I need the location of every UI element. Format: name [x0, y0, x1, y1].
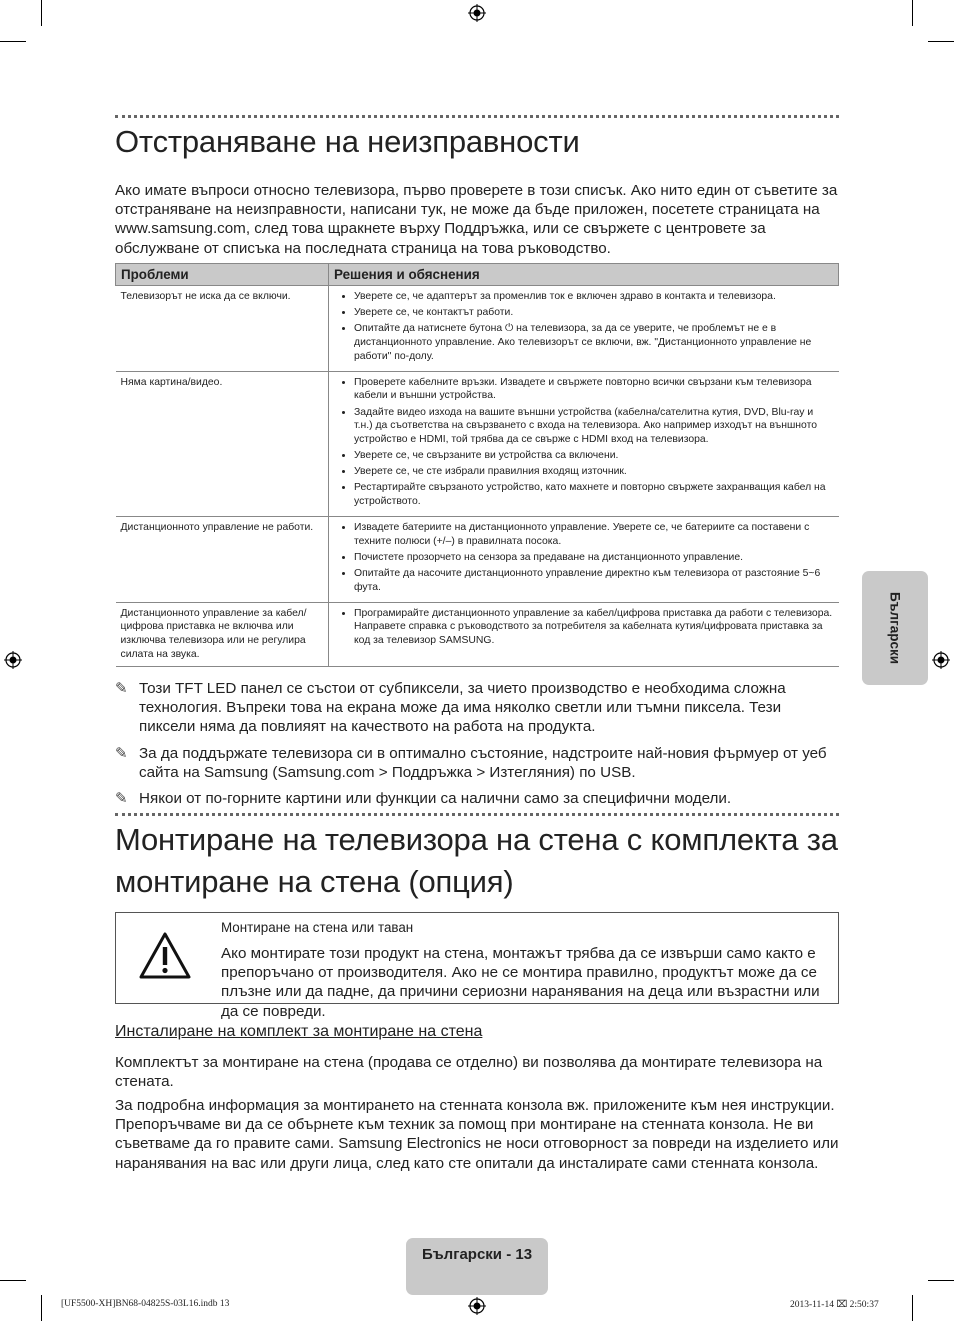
section-title-troubleshooting: Отстраняване на неизправности [115, 124, 580, 159]
warning-text: Ако монтирате този продукт на стена, монтажът трябва да се извърши само както е препоръчано от производителя. Ако не се монтира правилно, продуктът може да се плъзне или да падне, да причини сериозни наранявания на деца или възрастни или да се повреди. [221, 945, 820, 1020]
registration-mark-icon [468, 4, 486, 22]
troubleshooting-table [115, 263, 839, 667]
notes-list [115, 679, 839, 815]
solution-item: • Опитайте да натиснете бутона ⏻ на телевизора, за да се уверите, че проблемът не е в дистанционното управление. Ако телевизорът се включи, вж. "Дистанционното управление не работи" по-долу. [354, 322, 834, 363]
intro-paragraph: Ако имате въпроси относно телевизора, първо проверете в този списък. Ако нито един от съветите за отстраняване на неизправности, написани тук, не може да бъде приложен, посетете страницата на www.samsung.com, след това щракнете върху Поддръжка, или се свържете с центровете за обслужване от списъка на последната страница на това ръководство. [115, 182, 838, 257]
solution-item: • Уверете се, че свързаните ви устройства са включени. [354, 449, 834, 463]
page-number-badge [406, 1238, 548, 1295]
crop-mark [0, 1280, 26, 1281]
problem-cell: Дистанционното управление не работи. [116, 517, 329, 603]
note-pencil-icon: ✎ [115, 790, 128, 808]
page-number-label: Български - 13 [421, 1246, 533, 1263]
problem-cell: Дистанционното управление за кабел/цифрова приставка не включва или изключва телевизора или не регулира силата на звука. [116, 602, 329, 666]
solutions-cell [329, 286, 839, 372]
solutions-cell [329, 517, 839, 603]
crop-mark [0, 41, 26, 42]
footer-file-info: [UF5500-XH]BN68-04825S-03L16.indb 13 [61, 1299, 230, 1309]
table-row [116, 371, 839, 516]
solution-item: • Уверете се, че контактът работи. [354, 306, 834, 320]
language-side-tab [862, 571, 928, 685]
paragraph: За подробна информация за монтирането на стенната конзола вж. приложените към нея инструкции. Препоръчваме ви да се обърнете към техник за помощ при монтиране на стенната конзола. Не ви съветваме да го правите сами. Samsung Electronics не носи отговорност за повреди на изделието или наранявания на вас или други лица, след като сте опитали да инсталирате сами стенната конзола. [115, 1097, 839, 1172]
solution-item: • Проверете кабелните връзки. Извадете и свържете повторно всички свързани към телевизора кабели и външни устройства. [354, 376, 834, 403]
solution-item: • Уверете се, че сте избрали правилния входящ източник. [354, 465, 834, 479]
solution-item: • Уверете се, че адаптерът за променлив ток е включен здраво в контакта и телевизора. [354, 290, 834, 304]
crop-mark [928, 1280, 954, 1281]
problem-cell: Телевизорът не иска да се включи. [116, 286, 329, 372]
warning-title: Монтиране на стена или таван [221, 920, 414, 935]
note-text: Този TFT LED панел се състои от субпиксели, за чието производство е необходима сложна технология. Въпреки това на екрана може да има няколко светли или тъмни пиксела. Тези пиксели няма да повлияят на качеството на работа на продукта. [139, 680, 786, 736]
note-text: Някои от по-горните картини или функции са налични само за специфични модели. [139, 790, 732, 808]
section-divider [115, 813, 839, 816]
note-item [115, 744, 839, 782]
solutions-cell [329, 371, 839, 516]
solution-item: • Задайте видео изхода на вашите външни устройства (кабелна/сателитна кутия, DVD, Blu-ray и т.н.) да съответства на свързването с входа на телевизора. Ако например изходът на външното устройство е HDMI, той трябва да се свърже с HDMI вход на телевизора. [354, 406, 834, 447]
table-row [116, 517, 839, 603]
problem-cell: Няма картина/видео. [116, 371, 329, 516]
crop-mark [928, 41, 954, 42]
column-header-solutions: Решения и обяснения [329, 264, 839, 286]
registration-mark-icon [468, 1297, 486, 1315]
note-pencil-icon: ✎ [115, 744, 128, 762]
crop-mark [41, 1295, 42, 1321]
solution-item: • Извадете батериите на дистанционното управление. Уверете се, че батериите са поставени с техните полюси (+/–) в правилната посока. [354, 521, 834, 548]
note-text: За да поддържате телевизора си в оптимално състояние, надстроите най-новия фърмуер от уеб сайта на Samsung (Samsung.com > Поддръжка > Изтегляния) по USB. [139, 744, 827, 781]
section-divider [115, 115, 839, 118]
registration-mark-icon [932, 651, 950, 669]
section-title-wall-mount: Монтиране на телевизора на стена с комплекта за монтиране на стена (опция) [115, 822, 838, 899]
solution-item: • Почистете прозорчето на сензора за предаване на дистанционното управление. [354, 551, 834, 565]
column-header-problems: Проблеми [116, 264, 329, 286]
solution-item: • Рестартирайте свързаното устройство, като махнете и повторно свържете захранващия кабел на устройството. [354, 481, 834, 508]
footer-timestamp: 2013-11-14 ⌧ 2:50:37 [790, 1300, 879, 1310]
solution-item: • Програмирайте дистанционното управление за кабел/цифрова приставка да работи с телевизора. Направете справка с ръководството за потребителя за кабелната кутия/цифровата приставка за код за телевизор SAMSUNG. [354, 607, 834, 648]
note-item [115, 789, 839, 808]
language-tab-label: Български [887, 591, 903, 665]
paragraph: Комплектът за монтиране на стена (продава се отделно) ви позволява да монтирате телевизора на стената. [115, 1054, 823, 1091]
warning-box [115, 912, 839, 1020]
warning-triangle-icon [138, 931, 192, 981]
crop-mark [41, 0, 42, 26]
solution-item: • Опитайте да насочите дистанционното управление директно към телевизора от разстояние 5~6 фута. [354, 567, 834, 594]
table-row [116, 286, 839, 372]
table-row [116, 602, 839, 666]
crop-mark [912, 0, 913, 26]
registration-mark-icon [4, 651, 22, 669]
note-item [115, 679, 839, 737]
solutions-cell [329, 602, 839, 666]
note-pencil-icon: ✎ [115, 680, 128, 697]
subheading-install-kit: Инсталиране на комплект за монтиране на стена [115, 1023, 483, 1040]
crop-mark [912, 1295, 913, 1321]
